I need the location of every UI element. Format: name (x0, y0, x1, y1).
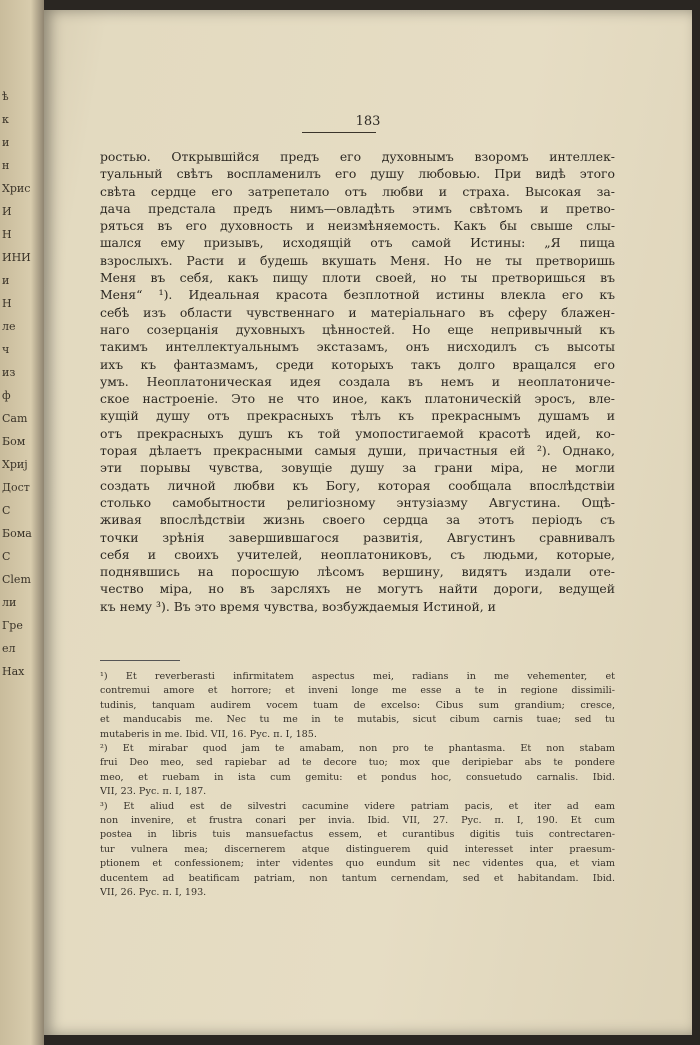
facing-page-fragment: ли (2, 596, 17, 609)
facing-page-fragment: Дост (2, 481, 30, 494)
body-line: себя и своихъ учителей, неоплатониковъ, съ людьми, которые, (100, 546, 615, 562)
facing-page-fragment: И (2, 205, 12, 218)
facing-page-fragment: ел (2, 642, 16, 655)
footnote (100, 742, 615, 800)
body-line: точки зрѣнія завершившагося развитія, Августинъ сравнивалъ (100, 529, 615, 545)
facing-page-fragment: ч (2, 343, 10, 356)
footnote-line: et manducabis me. Nec tu me in te mutabis, sicut cibum carnis tuae; sed tu (100, 714, 615, 726)
body-line: торая дѣлаетъ прекрасными самыя души, причастныя ей ²). Однако, (100, 443, 615, 459)
facing-page-fragment: Хриј (2, 458, 28, 471)
body-line: Меня“ ¹). Идеальная красота безплотной истины влекла его къ (100, 287, 615, 303)
facing-page-fragment: Н (2, 228, 12, 241)
facing-page-fragment: Нах (2, 665, 25, 678)
facing-page-fragment: Гре (2, 619, 23, 632)
body-line: такимъ интеллектуальнымъ экстазамъ, онъ нисходилъ съ высоты (100, 339, 615, 355)
footnote-line: ³) Et aliud est de silvestri cacumine videre patriam pacis, et iter ad eam (100, 800, 615, 812)
footnote-line: tur vulnera mea; discernerem atque distinguerem quid interesset inter praesum- (100, 843, 615, 855)
body-line: къ нему ³). Въ это время чувства, возбуждаемыя Истиной, и (100, 598, 496, 614)
body-line: ихъ къ фантазмамъ, среди которыхъ такъ долго вращался его (100, 356, 615, 372)
body-line: столько самобытности религіозному энтузіазму Августина. Ощѣ- (100, 494, 615, 510)
footnote-line: ²) Et mirabar quod jam te amabam, non pro te phantasma. Et non stabam (100, 743, 615, 755)
facing-page-fragment: С (2, 504, 11, 517)
facing-page-fragment: из (2, 366, 16, 379)
footnote-line: contremui amore et horrore; et inveni longe me esse a te in regione dissimili- (100, 685, 615, 697)
facing-page-fragment: Сlem (2, 573, 31, 586)
body-line: Меня въ себя, какъ пищу плоти своей, но ты претворишься въ (100, 270, 615, 286)
facing-page-fragment: Cam (2, 412, 28, 425)
body-line: свѣта сердце его затрепетало отъ любви и страха. Высокая за- (100, 183, 615, 199)
footnote-line: mutaberis in me. Ibid. VII, 16. Рус. п. I, 185. (100, 728, 317, 740)
footnote-line: VII, 23. Рус. п. I, 187. (100, 786, 207, 798)
facing-page-fragment: ѣ (2, 90, 9, 103)
body-line: ское настроеніе. Это не что иное, какъ платоническій эросъ, вле- (100, 391, 615, 407)
body-line: дача предстала предъ нимъ—овладѣть этимъ свѣтомъ и претво- (100, 200, 615, 216)
book-page (44, 10, 692, 1035)
body-line: поднявшись на поросшую лѣсомъ вершину, видятъ издали оте- (100, 564, 615, 580)
facing-page-fragment: С (2, 550, 11, 563)
footnote-line: VII, 26. Рус. п. I, 193. (100, 887, 207, 899)
facing-page-fragment: к (2, 113, 9, 126)
footnote-line: frui Deo meo, sed rapiebar ad te decore tuo; mox que deripiebar abs te pondere (100, 757, 615, 769)
facing-page-fragment: ф (2, 389, 11, 402)
footnote-line: non invenire, et frustra conari per invia. Ibid. VII, 27. Рус. п. I, 190. Et cum (100, 815, 615, 827)
facing-page-fragment: Н (2, 297, 12, 310)
page-number-rule (302, 132, 376, 133)
body-text (100, 148, 615, 615)
footnote-line: tudinis, tanquam audirem vocem tuam de excelso: Cibus sum grandium; cresce, (100, 699, 615, 711)
facing-page-fragment: ИНИ (2, 251, 31, 264)
footnote (100, 670, 615, 742)
body-line: наго созерцанія духовныхъ цѣнностей. Но еще непривычный къ (100, 321, 615, 337)
footnotes (100, 670, 615, 901)
body-line: отъ прекрасныхъ душъ къ той умопостигаемой красотѣ идей, ко- (100, 425, 615, 441)
footnote-line: ducentem ad beatificam patriam, non tantum cernendam, sed et habitandam. Ibid. (100, 872, 615, 884)
facing-page-fragment: ле (2, 320, 16, 333)
body-line: ростью. Открывшійся предъ его духовнымъ взоромъ интеллек- (100, 149, 615, 164)
body-line: умъ. Неоплатоническая идея создала въ немъ и неоплатониче- (100, 373, 615, 389)
facing-page-fragment: н (2, 159, 10, 172)
page-number: 183 (355, 114, 381, 129)
footnote-divider (100, 660, 180, 661)
facing-page-fragment: Бома (2, 527, 32, 540)
facing-page-fragment: и (2, 136, 10, 149)
facing-page-fragment: и (2, 274, 10, 287)
facing-page-edge (0, 0, 44, 1045)
body-line: шался ему призывъ, исходящій отъ самой Истины: „Я пища (100, 235, 615, 251)
body-line: эти порывы чувства, зовущіе душу за грани міра, не могли (100, 460, 615, 476)
footnote-line: ¹) Et reverberasti infirmitatem aspectus mei, radians in me vehementer, et (100, 671, 615, 682)
facing-page-fragment: Бом (2, 435, 26, 448)
body-line: взрослыхъ. Расти и будешь вкушать Меня. Но не ты претворишь (100, 252, 615, 268)
footnote-line: postea in libris tuis mansuefactus essem, et curantibus digitis tuis contrectaren- (100, 829, 615, 841)
body-line: ряться въ его духовность и неизмѣняемость. Какъ бы свыше слы- (100, 218, 615, 234)
body-line: чество міра, но въ зарсляхъ не могутъ найти дороги, ведущей (100, 581, 615, 597)
footnote-line: meo, et ruebam in ista cum gemitu: et pondus hoc, consuetudo carnalis. Ibid. (100, 771, 615, 783)
body-line: создать личной любви къ Богу, которая сообщала впослѣдствіи (100, 477, 615, 493)
facing-page-fragment: Хрис (2, 182, 31, 195)
body-line: себѣ изъ области чувственнаго и матеріальнаго въ сферу блажен- (100, 304, 615, 320)
footnote (100, 800, 615, 901)
body-line: кущій душу отъ прекрасныхъ тѣлъ къ прекраснымъ душамъ и (100, 408, 615, 424)
footnote-line: ptionem et confessionem; inter videntes quo eundum sit nec videntes qua, et viam (100, 858, 615, 870)
body-line: живая впослѣдствіи жизнь своего сердца за этотъ періодъ съ (100, 512, 615, 528)
body-line: туальный свѣтъ воспламенилъ его душу любовью. При видѣ этого (100, 166, 615, 182)
